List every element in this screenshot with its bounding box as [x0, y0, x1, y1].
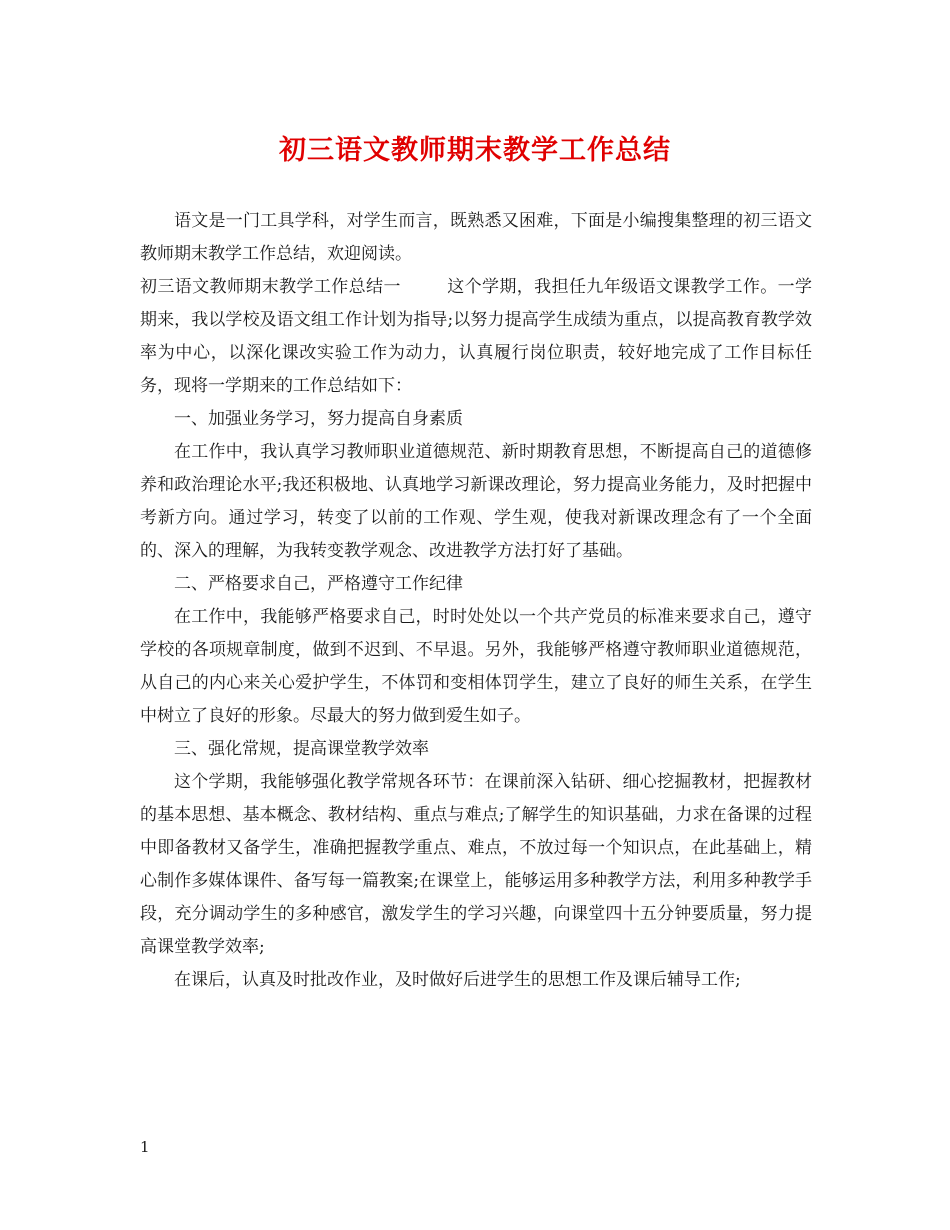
document-title: 初三语文教师期末教学工作总结 — [279, 135, 671, 166]
paragraph-4: 在课后，认真及时批改作业，及时做好后进学生的思想工作及课后辅导工作; — [174, 970, 741, 990]
paragraph-2: 在工作中，我能够严格要求自己，时时处处以一个共产党员的标准来要求自己，遵守学校的各项规章制度，做到不迟到、不早退。另外，我能够严格遵守教师职业道德规范，从自己的内心来关心爱护学生，不体罚和变相体罚学生，建立了良好的师生关系，在学生中树立了良好的形象。尽最大的努力做到爱生如子。 — [140, 607, 812, 726]
heading-1: 一、加强业务学习，努力提高自身素质 — [174, 409, 463, 429]
heading-3: 三、强化常规，提高课堂教学效率 — [174, 739, 429, 759]
intro-paragraph: 语文是一门工具学科，对学生而言，既熟悉又困难，下面是小编搜集整理的初三语文教师期末教学工作总结，欢迎阅读。 — [140, 211, 812, 264]
document-body — [140, 205, 812, 997]
section-first-paragraph — [140, 271, 812, 403]
section-first-text: 这个学期，我担任九年级语文课教学工作。一学期来，我以学校及语文组工作计划为指导;以努力提高学生成绩为重点，以提高教育教学效率为中心，以深化课改实验工作为动力，认真履行岗位职责，较好地完成了工作目标任务，现将一学期来的工作总结如下： — [140, 277, 813, 396]
page-number: 1 — [140, 1138, 150, 1156]
section-label: 初三语文教师期末教学工作总结一 — [140, 277, 401, 297]
paragraph-3: 这个学期，我能够强化教学常规各环节：在课前深入钻研、细心挖掘教材，把握教材的基本思想、基本概念、教材结构、重点与难点;了解学生的知识基础，力求在备课的过程中即备教材又备学生，准确把握教学重点、难点，不放过每一个知识点，在此基础上，精心制作多媒体课件、备写每一篇教案;在课堂上，能够运用多种教学方法，利用多种教学手段，充分调动学生的多种感官，激发学生的学习兴趣，向课堂四十五分钟要质量，努力提高课堂教学效率; — [140, 772, 812, 957]
paragraph-1: 在工作中，我认真学习教师职业道德规范、新时期教育思想，不断提高自己的道德修养和政治理论水平;我还积极地、认真地学习新课改理论，努力提高业务能力，及时把握中考新方向。通过学习，转变了以前的工作观、学生观，使我对新课改理念有了一个全面的、深入的理解，为我转变教学观念、改进教学方法打好了基础。 — [140, 442, 812, 561]
heading-2: 二、严格要求自己，严格遵守工作纪律 — [174, 574, 463, 594]
